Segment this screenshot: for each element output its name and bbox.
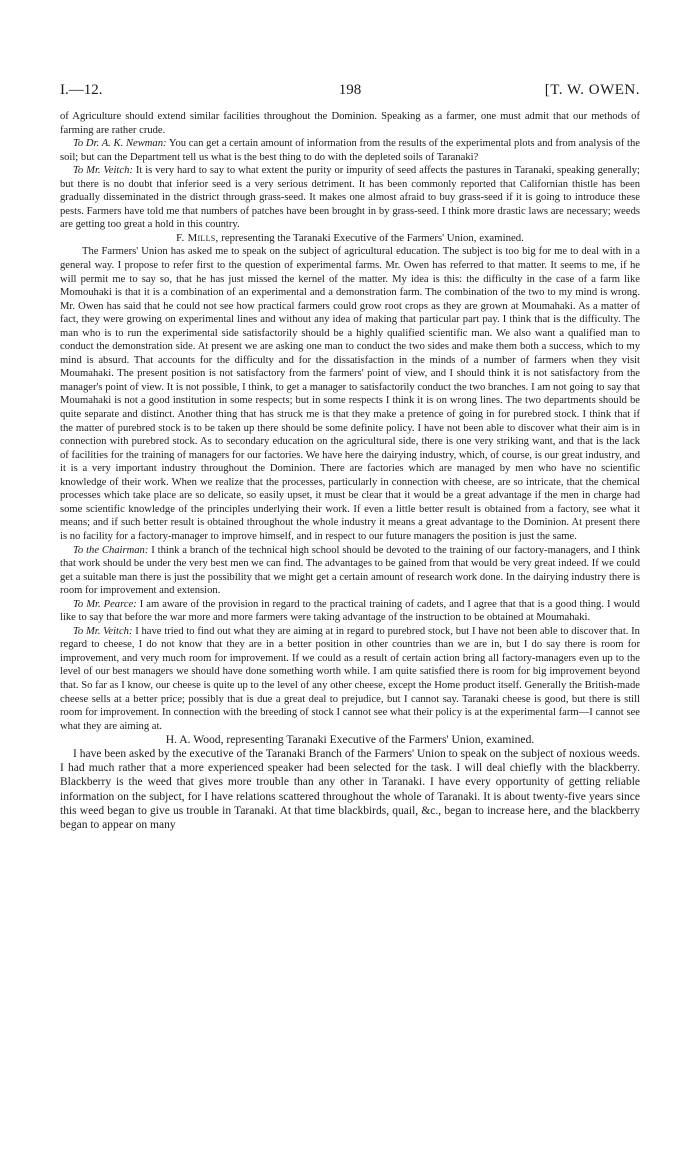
questioner-label: To Mr. Veitch: — [73, 165, 133, 177]
owen-paragraph-continued: of Agriculture should extend similar facilities throughout the Dominion. Speaking as a farmer, one must admit that our methods of farming are rather crude. — [60, 111, 640, 136]
witness-name: F. Mills, — [176, 231, 219, 244]
paper-reference: I.—12. — [60, 82, 103, 98]
mills-statement: The Farmers' Union has asked me to speak on the subject of agricultural education. The subject is too big for me to deal with in a general way. I propose to refer first to the question of experimental farms. Mr. Owen has referred to that matter. It seems to me, if he will permit me to say so, that he has just missed the kernel of the matter. My idea is this: the difficulty in the case of a farm like Momouhaki is that it is a combination of an experimental and a demonstration farm. The combination of the two to my mind is wrong. Mr. Owen has said that he could not see how practical farmers could grow root crops as they are grown at Moumahaki. As a matter of fact, they were growing on experimental lines and without any idea of making that particular part pay. I think that is the difficulty. The man who is to run the experimental side satisfactorily should be a highly qualified scientific man. We also want a qualified man to conduct the demonstration side. At present we are asking one man to conduct the two sides and make them both a success, which to my mind is absurd. That accounts for the difficulty and for the dissatisfaction in the minds of a number of farmers when they visit Moumahaki. The present position is not satisfactory from the farmers' point of view, and I should think it is not satisfactory from the manager's point of view. It is not possible, I think, to get a manager to satisfactorily conduct the two branches. I am not going to say that Moumahaki is not a good institution in some respects; but in some respects I think it is on wrong lines. The two departments should be quite separate and distinct. Another thing that has struck me is that they make a pretence of going in for purebred stock. I think that if the matter of purebred stock is to be taken up there should be some definite policy. I have not been able to discover what their aim is in connection with purebred stock. As to secondary education on the agricultural side, there is one very striking want, and that is the lack of facilities for the training of managers for our factories. We have here the dairying industry, which, of course, is our great industry, and it is a very important industry throughout the Dominion. There are factories which are managed by men who have no scientific knowledge of their work. When we realize that the processes, particularly in connection with cheese, are so intricate, that the chemical processes which take place are so delicate, so easily upset, it must be clear that it would be a great advantage if the men in charge had some scientific knowledge of the principles underlying their work. If even a little better result is obtained from a factory, see what it means; and if such better result is obtained throughout the whole industry it means a great advantage to the Dominion. At present there is no facility for a factory-manager to improve himself, and in respect to our future managers the position is just the same. — [60, 246, 640, 542]
witness-name-header: [T. W. OWEN. — [544, 82, 640, 98]
owen-answer-newman: To Dr. A. K. Newman: You can get a certain amount of information from the results of the experimental plots and from analysis of the soil; but can the Department tell us what is the best thing to do with the depleted soils of Taranaki? — [60, 138, 640, 163]
wood-statement: I have been asked by the executive of the Taranaki Branch of the Farmers' Union to speak on the subject of noxious weeds. I had much rather that a more experienced speaker had been selected for the task. I will deal chiefly with the blackberry. Blackberry is the weed that gives more trouble than any other in Taranaki. I have every opportunity of getting reliable information on the subject, for I have relations scattered throughout the whole of Taranaki. It is about twenty-five years since this weed began to give us trouble in Taranaki. At that time blackbirds, quail, &c., began to increase here, and the blackberry began to appear on many — [60, 747, 640, 832]
mills-answer-chairman: To the Chairman: I think a branch of the technical high school should be devoted to the training of our factory-managers, and I think that work should be under the very best men we can find. The advantages to be gained from that would be very great indeed. If we could get a suitable man there is just the possibility that we might get a certain amount of research work done. In the dairying industry there is room for improvement and extension. — [60, 544, 641, 597]
page-number: 198 — [338, 82, 362, 98]
mills-answer-veitch: To Mr. Veitch: I have tried to find out what they are aiming at in regard to purebred stock, but I have not been able to discover that. In regard to cheese, I do not know that they are in a better position in other countries than we are in, but I do say there is room for improvement, and very much room for improvement. If we could as a result of certain action bring all factory-managers even up to the level of our best managers we should have done something worth while. I am quite satisfied there is room for big improvement beyond that. So far as I know, our cheese is quite up to the level of any other cheese, except the Home product itself. Generally the British-made cheese sells at a better price; possibly that is due a great deal to prejudice, but I cannot say. Taranaki cheese is good, but there is still room for improvement. In connection with the breeding of stock I cannot see what their policy is at the experimental farm—I cannot see what they are aiming at. — [60, 625, 640, 732]
witness-name: H. A. Wood, — [165, 733, 224, 747]
mills-section-heading: F. Mills, representing the Taranaki Executive of the Farmers' Union, examined. — [176, 231, 524, 244]
questioner-label: To Mr. Veitch: — [73, 625, 133, 637]
questioner-label: To the Chairman: — [73, 544, 149, 556]
mills-answer-pearce: To Mr. Pearce: I am aware of the provision in regard to the practical training of cadets, and I agree that that is a good thing. I would like to say that before the war more and more farmers were taking advantage of the instruction to be obtained at Moumahaki. — [60, 598, 640, 624]
questioner-label: To Dr. A. K. Newman: — [73, 138, 167, 150]
wood-section-heading: H. A. Wood, representing Taranaki Executive of the Farmers' Union, examined. — [165, 733, 535, 747]
questioner-label: To Mr. Pearce: — [73, 598, 137, 610]
page-body — [60, 110, 640, 832]
owen-answer-veitch: To Mr. Veitch: It is very hard to say to what extent the purity or impurity of seed affects the pastures in Taranaki, speaking generally; but there is no doubt that inferior seed is a very serious detriment. It has been commonly reported that Californian thistle has been gradually disseminated in the district through grass-seed. It makes one almost afraid to buy grass-seed if it is going to introduce these pests. Farmers have told me that numbers of patches have been brought in by grass-seed. I think more drastic laws are necessary; weeds are getting too great a hold in this country. — [60, 165, 640, 231]
page-header — [60, 82, 640, 104]
